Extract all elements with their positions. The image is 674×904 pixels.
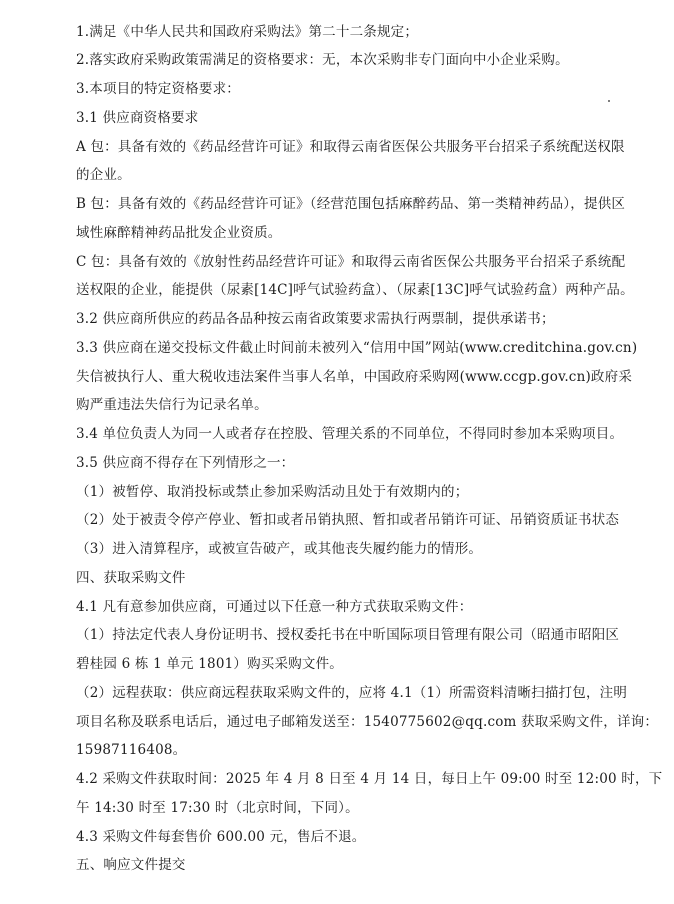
text-line: B 包：具备有效的《药品经营许可证》（经营范围包括麻醉药品、第一类精神药品），提供区 — [76, 196, 626, 212]
text-line: 3.4 单位负责人为同一人或者存在控股、管理关系的不同单位，不得同时参加本采购项目。 — [76, 426, 624, 442]
text-line: 失信被执行人、重大税收违法案件当事人名单，中国政府采购网(www.ccgp.gov.cn)政府采 — [76, 369, 633, 385]
text-line: 3.2 供应商所供应的药品各品种按云南省政策要求需执行两票制，提供承诺书； — [76, 311, 555, 327]
stray-mark — [608, 100, 610, 102]
text-line: 送权限的企业，能提供（尿素[14C]呼气试验药盒）、（尿素[13C]呼气试验药盒）两种产品。 — [76, 282, 634, 298]
section-heading: 3.1 供应商资格要求 — [76, 110, 199, 126]
text-line: 3.3 供应商在递交投标文件截止时间前未被列入“信用中国”网站(www.creditchina.gov.cn) — [76, 340, 638, 356]
text-line: A 包：具备有效的《药品经营许可证》和取得云南省医保公共服务平台招采子系统配送权限 — [76, 139, 625, 155]
text-line: 4.1 凡有意参加供应商，可通过以下任意一种方式获取采购文件： — [76, 599, 473, 615]
text-line: 15987116408。 — [76, 742, 187, 758]
section-heading: 四、获取采购文件 — [76, 570, 186, 586]
text-line: 午 14:30 时至 17:30 时（北京时间，下同）。 — [76, 800, 359, 816]
text-line: 域性麻醉精神药品批发企业资质。 — [76, 225, 282, 241]
text-line: 2.落实政府采购政策需满足的资格要求：无，本次采购非专门面向中小企业采购。 — [76, 52, 569, 68]
text-line: 1.满足《中华人民共和国政府采购法》第二十二条规定； — [76, 24, 419, 40]
text-line: （1）被暂停、取消投标或禁止参加采购活动且处于有效期内的； — [76, 484, 469, 500]
text-line: 购严重违法失信行为记录名单。 — [76, 397, 268, 413]
text-line: 4.3 采购文件每套售价 600.00 元，售后不退。 — [76, 829, 366, 845]
text-line: 4.2 采购文件获取时间：2025 年 4 月 8 日至 4 月 14 日，每日上午 09:00 时至 12:00 时，下 — [76, 771, 663, 787]
text-line: 的企业。 — [76, 167, 131, 183]
text-line: 项目名称及联系电话后，通过电子邮箱发送至：1540775602@qq.com 获取采购文件，详询： — [76, 714, 659, 730]
text-line: （2）远程获取：供应商远程获取采购文件的，应将 4.1（1）所需资料清晰扫描打包，注明 — [76, 685, 628, 701]
text-line: （2）处于被责令停产停业、暂扣或者吊销执照、暂扣或者吊销许可证、吊销资质证书状态 — [76, 512, 620, 528]
text-line: 3.5 供应商不得存在下列情形之一： — [76, 455, 295, 471]
text-line: C 包：具备有效的《放射性药品经营许可证》和取得云南省医保公共服务平台招采子系统配 — [76, 254, 626, 270]
text-line: 3.本项目的特定资格要求： — [76, 81, 240, 97]
section-heading: 五、响应文件提交 — [76, 857, 186, 873]
text-line: （3）进入清算程序，或被宣告破产，或其他丧失履约能力的情形。 — [76, 541, 483, 557]
text-line: （1）持法定代表人身份证明书、授权委托书在中昕国际项目管理有限公司（昭通市昭阳区 — [76, 627, 620, 643]
text-line: 碧桂园 6 栋 1 单元 1801）购买采购文件。 — [76, 656, 343, 672]
